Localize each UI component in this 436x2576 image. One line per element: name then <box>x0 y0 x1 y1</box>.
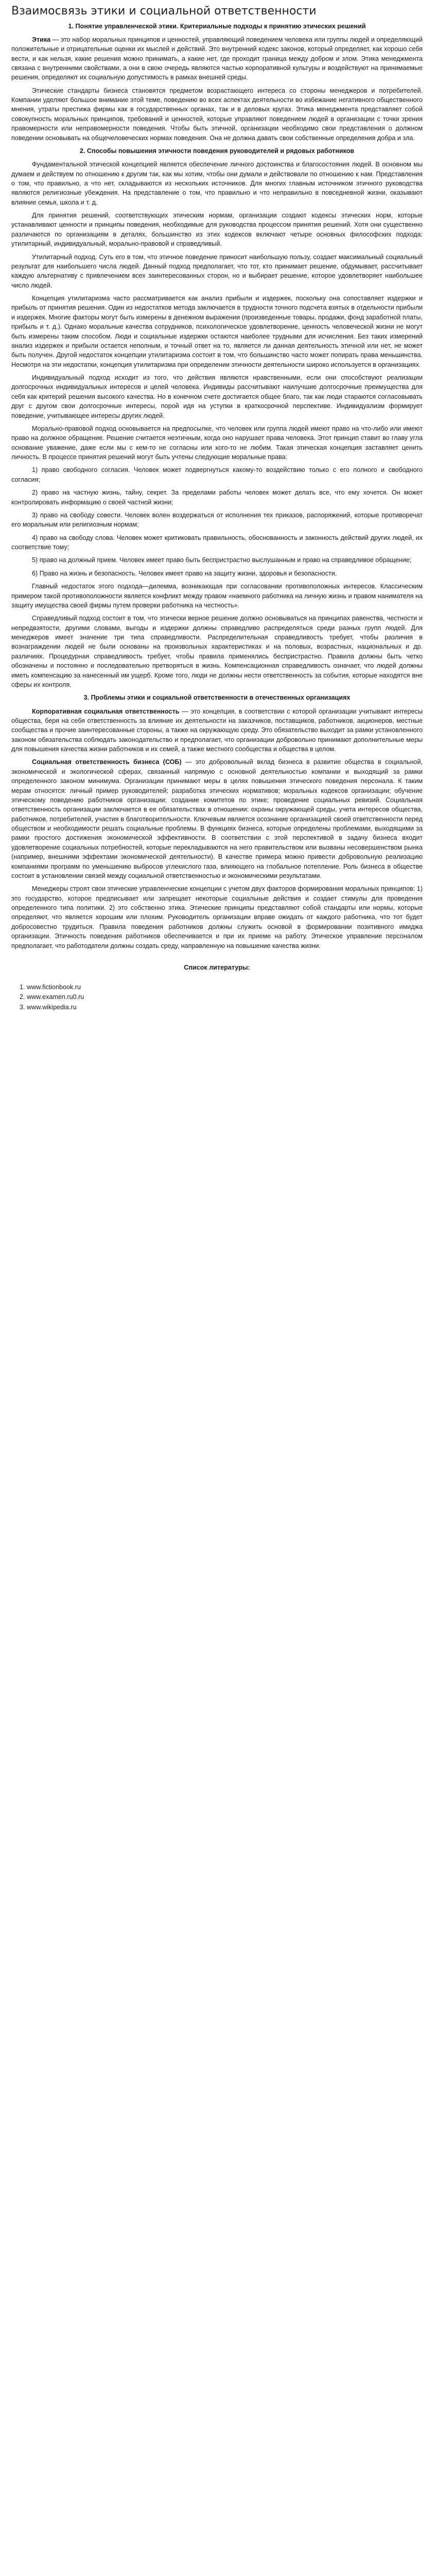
paragraph-text: Фундаментальной этической концепцией является обеспечение личного достоинства и благосостояния людей. В основном мы думаем и действуем по отношению к другим так, как мы хотим, чтобы они думали и действовали по отношению к нам. Представления о том, что правильно, а что нет, складываются из нескольких источников. Для многих главным источником этичного руководства являются религиозные убеждения. На представление о том, что правильно и что неправильно в повседневной жизни, оказывают влияние семья, школа и т. д. <box>11 161 423 206</box>
paragraph-text: 6) Право на жизнь и безопасность. Человек имеет право на защиту жизни, здоровья и безопасности. <box>32 569 337 577</box>
paragraph-text: Концепция утилитаризма часто рассматривается как анализ прибыли и издержек, поскольку она сопоставляет издержки и прибыль от принятия решения. Один из недостатков метода заключается в трудности точного подсчета взятых в отдельности прибыли и издержек. Многие факторы могут быть измерены в денежном выражении (произведенные товары, продажи, фонд заработной платы, прибыль и т. д.). Однако моральные качества сотрудников, психологическое удовлетворение, ценность человеческой жизни не могут быть измерены таким способом. Люди и социальные издержки остаются наиболее трудными для исчисления. Без таких измерений анализ издержек и прибыли остается неполным, и точный ответ на то, является ли данная деятельность этичной или нет, не может быть получен. Другой недостаток концепции утилитаризма состоит в том, что большинство часто может попирать права меньшинства. Несмотря на эти недостатки, концепция утилитаризма при определении этичности деятельности широко используется в организациях. <box>11 295 423 368</box>
term-highlight: Этика <box>32 36 51 43</box>
body-paragraph <box>11 373 423 420</box>
term-highlight: Социальная ответственность бизнеса (СОБ) <box>32 758 182 766</box>
paragraph-text: Морально-правовой подход основывается на предпосылке, что человек или группа людей имеют право на что-либо или имеют право на должное обращение. Решение считается неэтичным, когда оно нарушает права человека. Этот принцип ставит во главу угла основание уважение, даже если мы с кем-то не согласны или кого-то не любим. Такая этическая концепция заставляет ценить личность. В процессе принятия решений могут быть учтены следующие моральные права: <box>11 425 423 461</box>
reference-link[interactable]: www.wikipedia.ru <box>27 1003 77 1011</box>
body-paragraph <box>11 35 423 82</box>
references-list <box>11 982 423 1013</box>
paragraph-text: 4) право на свободу слова. Человек может критиковать правильность, обоснованность и законность действий других людей, их соответствие тому; <box>11 534 423 551</box>
body-paragraph <box>11 614 423 689</box>
paragraph-text: Индивидуальный подход исходит из того, что действия являются нравственными, если они способствуют реализации долгосрочных индивидуальных интересов и целей человека. Индивиды рассчитывают наилучшие долгосрочные преимущества для себя как критерий решения высокого качества. Но в конечном счете достигается общее благо, так как люди стараются согласовывать друг с другом свои долгосрочные интересы, порой идя на уступки в краткосрочной перспективе. Индивидуализм формирует поведение, учитывающее интересы других людей. <box>11 374 423 419</box>
paragraph-text: 1) право свободного согласия. Человек может подвергнуться какому-то воздействию только с его полного и свободного согласия; <box>11 466 423 483</box>
body-paragraph <box>11 582 423 610</box>
body-paragraph <box>11 465 423 484</box>
paragraph-text: Менеджеры строят свои этические управленческие концепции с учетом двух факторов формирования моральных принципов: 1) это государство, которое предписывает или запрещает некоторые социальные действия и создает стимулы для проведения определенного типа политики. 2) это собственно этика. Этические принципы представляют собой стандарты или нормы, которые определяют, что является хорошим или плохим. Руководитель организации вправе ожидать от каждого работника, что тот будет добросовестно трудиться. Правила поведения работников должны служить основой в формировании позитивного имиджа организации. Этичность поведения работников обеспечивается и при их приеме на работу. Этическое управление персоналом предполагает, что работодатели должны создать среду, направленную на повышение качества жизни. <box>11 885 423 950</box>
paragraph-text: — это набор моральных принципов и ценностей, управляющий поведением человека или группы людей и определяющий положительные и отрицательные оценки их мыслей и действий. Это внутренний кодекс законов, который определяет, как хорошо себя вести, и как нельзя, какие решения можно принимать, а какие нет, где проходит граница между добром и злом. Этика менеджмента связана с внутренними свойствами, а они в свою очередь являются частью корпоративной культуры и воздействуют на принимаемые решения, определяют их социальную допустимость в рамках внешней среды. <box>11 36 423 81</box>
references-title: Список литературы: <box>184 963 250 971</box>
body-paragraph <box>11 569 423 578</box>
section-heading: 3. Проблемы этики и социальной ответственности в отечественных организациях <box>83 694 351 702</box>
section-heading: 1. Понятие управленческой этики. Критериальные подходы к принятию этических решений <box>68 22 366 30</box>
paragraph-text: Для принятия решений, соответствующих этическим нормам, организации создают кодексы этических норм, которые устанавливают ценности и принципы поведения, необходимые для руководства процессом принятия решений. Хотя они существенно различаются по организациям в деталях, большинство из этих кодексов включают четыре основных философских подхода: утилитарный, индивидуальный, морально-правовой и справедливый. <box>11 212 423 248</box>
body-paragraph <box>11 757 423 880</box>
body-paragraph <box>11 488 423 507</box>
reference-link[interactable]: www.fictionbook.ru <box>27 983 81 991</box>
paragraph-text: 2) право на частную жизнь, тайну, секрет. За пределами работы человек может делать все, что ему хочется. Он может контролировать информацию о своей частной жизни; <box>11 489 423 506</box>
body-paragraph <box>11 252 423 291</box>
paragraph-text: Главный недостаток этого подхода—дилемма, возникающая при согласовании противоположных интересов. Классическим примером такой противоположности является конфликт между правом «наемного работника на личную жизнь и правом нанимателя на защиту имущества своей фирмы путем проверки работника на честность». <box>11 583 423 609</box>
reference-item <box>27 1003 423 1013</box>
reference-item <box>27 982 423 993</box>
document-body <box>11 22 423 951</box>
paragraph-text: Этические стандарты бизнеса становятся предметом возрастающего интереса со стороны менеджеров и потребителей. Компании уделяют большое внимание этой теме, поведению во всех аспектах деятельности во избежание негативного общественного мнения, утраты престижа фирмы как в государственных органах, так и в деловых кругах. Этика менеджмента представляет собой совокупность моральных принципов, требований и ценностей, которые управляют поведением людей в организации с точки зрения правомерности или неправомерности поведения. Чтобы быть этичной, организации необходимо свои представления о должном поведении основывать на общечеловеческих нормах поведения. Она не должна давать свои собственные определения добра и зла. <box>11 87 423 142</box>
page-title: Взаимосвязь этики и социальной ответственности <box>11 5 317 18</box>
body-paragraph <box>11 86 423 143</box>
body-paragraph <box>11 424 423 462</box>
document-page <box>0 0 436 1028</box>
body-paragraph <box>11 294 423 369</box>
paragraph-text: Справедливый подход состоит в том, что этически верное решение должно основываться на принципах равенства, честности и непредвзятости, другими словами, выгоды и издержки должны справедливо распределяться среди разных групп людей. Для менеджеров имеет значение три типа справедливости. Распределительная справедливость требует, чтобы различия в вознаграждении людей не были основаны на произвольных характеристиках и на половых, возрастных, национальных и др. различиях. Процедурная справедливость требует, чтобы правила применялись беспристрастно. Правила должны быть четко обозначены и постоянно и последовательно претворяться в жизнь. Компенсационная справедливость означает, что людей должны иметь компенсацию за нанесенный им ущерб. Кроме того, люди не должны нести ответственность за события, которые находятся вне сферы их контроля. <box>11 615 423 688</box>
body-paragraph <box>11 211 423 249</box>
paragraph-text: — это добровольный вклад бизнеса в развитие общества в социальной, экономической и экологической сферах, связанный напрямую с основной деятельностью компании и выходящий за рамки определенного законом минимума. Организации принимают меры в целях повышения этического поведения персонала. К таким мерам относятся: личный пример руководителей; разработка этических нормативов; моральных кодексов организации; обучение этическому поведению работников организации; создание комитетов по этике; проведение социальных ревизий. Социальная ответственность организации заключается в ее обязательствах в отношении: охраны окружающей среды, учета интересов общества, работников, потребителей, участия в благотворительности. Ключевым является осознание организацией своей ответственности перед обществом и необходимости решать социальные проблемы. В функциях бизнеса, которые определены проблемами, выходящими за рамки простого достижения экономической эффективности. В соответствии с этой перспективой в задачу бизнеса входит удовлетворение социальных потребностей, которые перекладываются на него правительством или вызваны несовершенством рынка (например, внешними эффектами экономической деятельности). В качестве примера можно привести добровольную реализацию компаниями программ по уменьшению выбросов углекислого газа, влияющего на глобальное потепление. Роль бизнеса в обществе состоит в установлении связей между социальной ответственностью и экономическими результатами. <box>11 758 423 879</box>
body-paragraph <box>11 511 423 530</box>
section-heading: 2. Способы повышения этичности поведения руководителей и рядовых работников <box>79 147 355 155</box>
paragraph-text: — это концепция, в соответствии с которой организации учитывают интересы общества, беря на себя ответственность за влияние их деятельности на заказчиков, поставщиков, работников, акционеров, местные сообщества и прочие заинтересованные стороны, а также на окружающую среду. Это обязательство выходит за рамки установленного законом обязательства соблюдать законодательство и предполагает, что организации добровольно принимают дополнительные меры для повышения качества жизни работников и их семей, а также местного сообщества и общества в целом. <box>11 707 423 753</box>
body-paragraph <box>11 555 423 565</box>
paragraph-text: 5) право на должный прием. Человек имеет право быть беспристрастно выслушанным и право на справедливое обращение; <box>32 556 412 564</box>
paragraph-text: Утилитарный подход. Суть его в том, что этичное поведение приносит наибольшую пользу, создает максимальный социальный результат для наибольшего числа людей. Данный подход предполагает, что тот, кто принимает решение, обдумывает, рассчитывает каждую альтернативу с привлечением всех заинтересованных сторон, но и выбирает решение, которое удовлетворяет наибольшее число людей. <box>11 253 423 289</box>
reference-item <box>27 992 423 1003</box>
term-highlight: Корпоративная социальная ответственность <box>32 707 180 715</box>
reference-link[interactable]: www.examen.ru0.ru <box>27 993 84 1001</box>
paragraph-text: 3) право на свободу совести. Человек волен воздержаться от исполнения тех приказов, распоряжений, которые противоречат его моральным или религиозным нормам; <box>11 511 423 529</box>
body-paragraph <box>11 160 423 207</box>
body-paragraph <box>11 533 423 552</box>
body-paragraph <box>11 707 423 754</box>
body-paragraph <box>11 884 423 951</box>
